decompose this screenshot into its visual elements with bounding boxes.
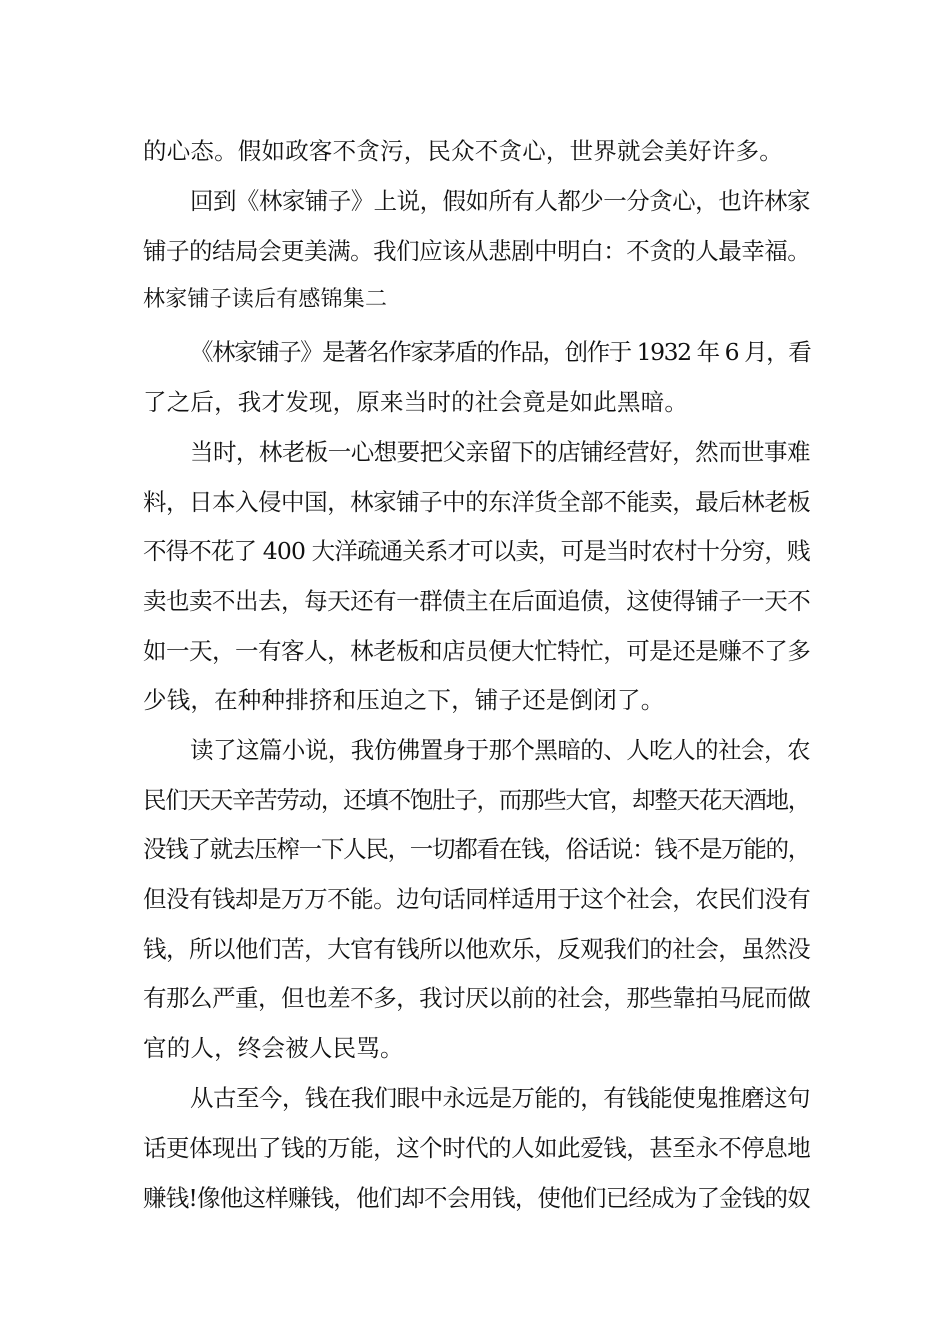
text-line: 少钱，在种种排挤和压迫之下，铺子还是倒闭了。: [143, 686, 665, 714]
text-line: 的心态。假如政客不贪污，民众不贪心，世界就会美好许多。: [143, 137, 783, 165]
text-line: 但没有钱却是万万不能。边句话同样适用于这个社会，农民们没有: [143, 885, 811, 913]
text-line: 料，日本入侵中国，林家铺子中的东洋货全部不能卖，最后林老板: [143, 488, 811, 516]
text-line: 钱，所以他们苦，大官有钱所以他欢乐，反观我们的社会，虽然没: [143, 935, 811, 963]
text-line: 不得不花了 400 大洋疏通关系才可以卖，可是当时农村十分穷，贱: [143, 537, 810, 565]
text-line: 了之后，我才发现，原来当时的社会竟是如此黑暗。: [143, 388, 689, 416]
text-line: 如一天，一有客人，林老板和店员便大忙特忙，可是还是赚不了多: [143, 637, 811, 665]
text-line: 官的人，终会被人民骂。: [143, 1034, 404, 1062]
text-line: 民们天天辛苦劳动，还填不饱肚子，而那些大官，却整天花天酒地，: [143, 786, 810, 814]
text-line: 当时，林老板一心想要把父亲留下的店铺经营好，然而世事难: [190, 438, 810, 466]
text-line: 从古至今，钱在我们眼中永远是万能的，有钱能使鬼推磨这句: [190, 1084, 810, 1112]
section-title: 林家铺子读后有感锦集二: [143, 287, 388, 312]
text-line: 铺子的结局会更美满。我们应该从悲剧中明白：不贪的人最幸福。: [143, 237, 811, 265]
text-line: 话更体现出了钱的万能，这个时代的人如此爱钱，甚至永不停息地: [143, 1134, 811, 1162]
text-line: 《林家铺子》是著名作家茅盾的作品，创作于 1932 年 6 月，看: [190, 338, 811, 366]
text-line: 卖也卖不出去，每天还有一群债主在后面追债，这使得铺子一天不: [143, 587, 811, 615]
text-line: 赚钱!像他这样赚钱，他们却不会用钱，使他们已经成为了金钱的奴: [143, 1184, 810, 1212]
text-line: 没钱了就去压榨一下人民，一切都看在钱，俗话说：钱不是万能的，: [143, 835, 810, 863]
text-line: 有那么严重，但也差不多，我讨厌以前的社会，那些靠拍马屁而做: [143, 984, 811, 1012]
text-line: 回到《林家铺子》上说，假如所有人都少一分贪心，也许林家: [190, 187, 810, 215]
text-line: 读了这篇小说，我仿佛置身于那个黑暗的、人吃人的社会，农: [190, 736, 810, 764]
